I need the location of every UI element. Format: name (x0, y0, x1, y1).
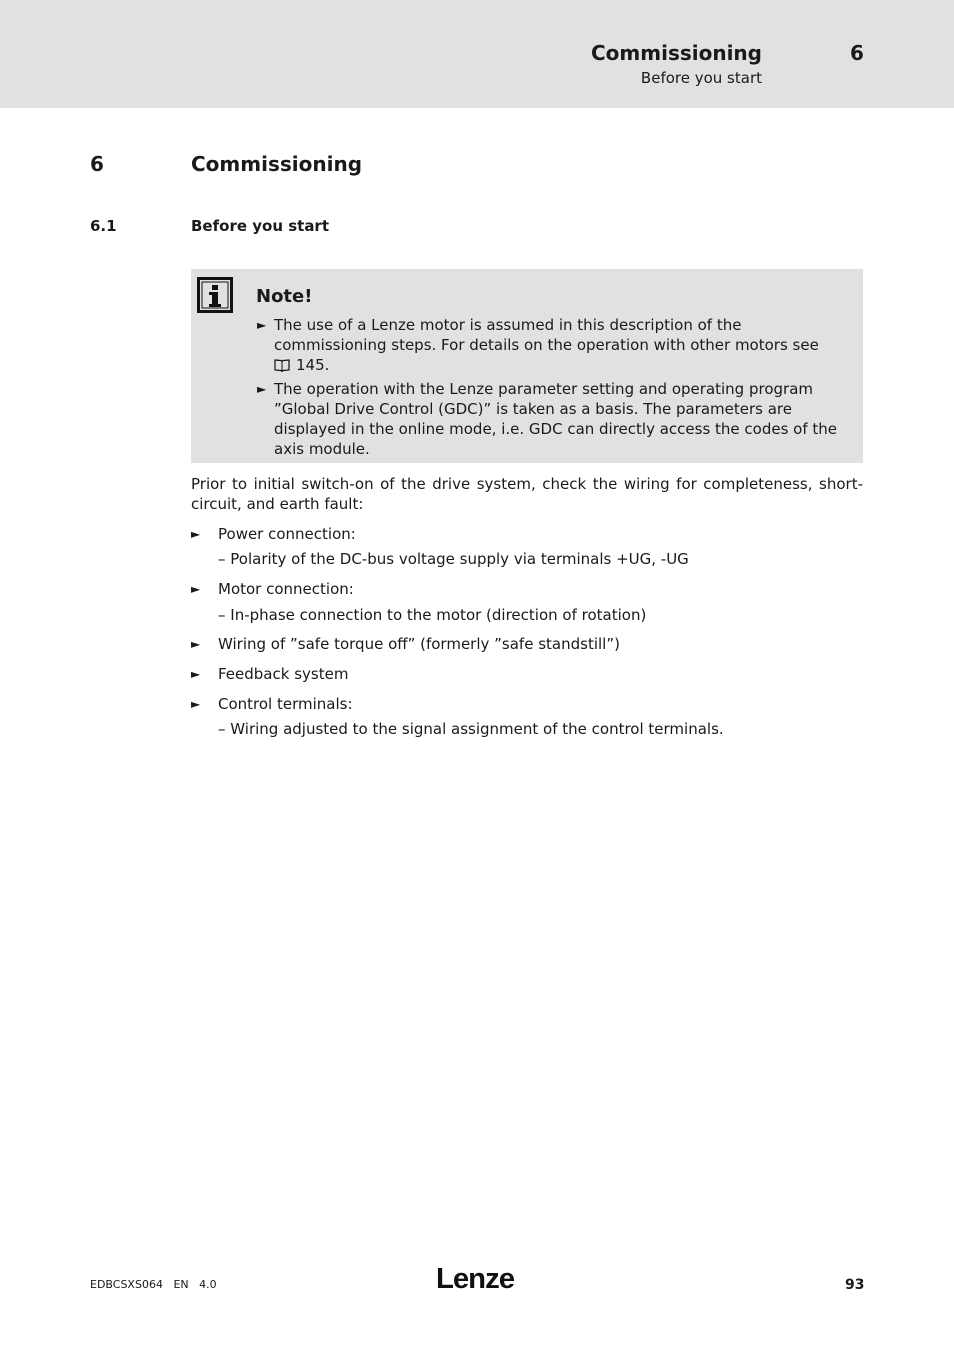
header-chapter-number: 6 (850, 41, 864, 65)
subsection-title: Before you start (191, 217, 330, 235)
note-line: axis module. (274, 440, 370, 458)
logo-text: Lenze (436, 1263, 515, 1293)
bullet-arrow-icon: ► (191, 667, 201, 681)
note-line: ”Global Drive Control (GDC)” is taken as a basis. The parameters are (274, 400, 792, 418)
header-subtitle: Before you start (640, 69, 762, 87)
intro-paragraph: Prior to initial switch-on of the drive system, check the wiring for completeness, short-circuit, and earth fault: (191, 475, 863, 513)
list-item-detail: – Wiring adjusted to the signal assignment of the control terminals. (218, 720, 724, 738)
subsection-number: 6.1 (90, 217, 117, 235)
page-reference-link[interactable]: 145. (296, 356, 330, 374)
footer-version: 4.0 (199, 1278, 217, 1291)
list-item-label: Motor connection: (218, 580, 354, 598)
info-icon (197, 277, 233, 313)
list-item-label: Wiring of ”safe torque off” (formerly ”safe standstill”) (218, 635, 620, 653)
book-icon (274, 359, 290, 372)
bullet-arrow-icon: ► (191, 697, 201, 711)
section-number: 6 (90, 152, 104, 176)
page-header (0, 0, 954, 108)
bullet-arrow-icon: ► (191, 582, 201, 596)
bullet-arrow-icon: ► (257, 318, 267, 332)
page-number: 93 (845, 1277, 865, 1293)
list-item-detail: – Polarity of the DC-bus voltage supply via terminals +UG, -UG (218, 550, 689, 568)
note-item (257, 379, 857, 459)
bullet-arrow-icon: ► (257, 382, 267, 396)
section-title: Commissioning (191, 152, 363, 176)
list-item-label: Control terminals: (218, 695, 353, 713)
note-box (191, 269, 863, 463)
lenze-logo (436, 1261, 516, 1293)
note-item (257, 315, 857, 375)
note-title: Note! (256, 286, 313, 307)
note-line: commissioning steps. For details on the operation with other motors see (274, 336, 819, 354)
list-item-detail: – In-phase connection to the motor (direction of rotation) (218, 606, 647, 624)
note-line: displayed in the online mode, i.e. GDC can directly access the codes of the (274, 420, 838, 438)
note-line: The operation with the Lenze parameter setting and operating program (274, 380, 814, 398)
footer-document-id (90, 1278, 217, 1291)
note-line: The use of a Lenze motor is assumed in this description of the (274, 316, 742, 334)
list-item-label: Feedback system (218, 665, 349, 683)
bullet-arrow-icon: ► (191, 527, 201, 541)
list-item-label: Power connection: (218, 525, 356, 543)
footer-doc-code: EDBCSXS064 (90, 1278, 163, 1291)
footer-language: EN (173, 1278, 189, 1291)
bullet-arrow-icon: ► (191, 637, 201, 651)
header-title: Commissioning (590, 41, 762, 65)
